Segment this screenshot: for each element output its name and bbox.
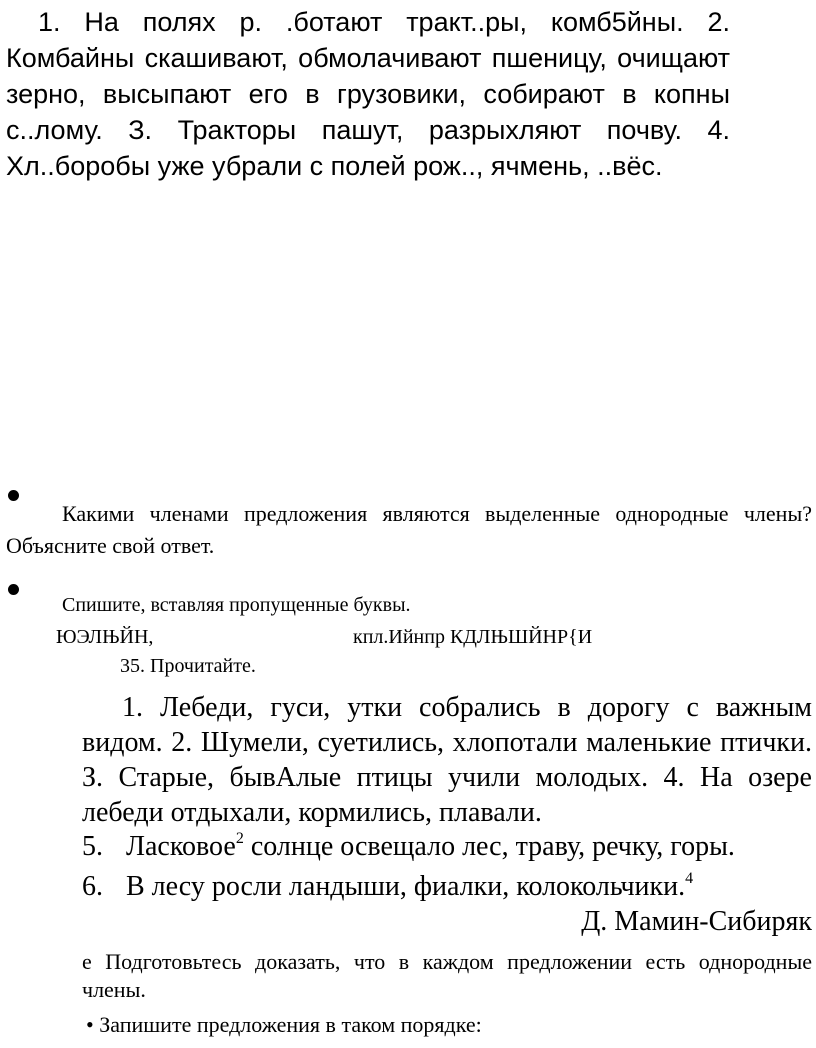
sentence-5 <box>82 830 735 864</box>
sentence-5-word: Ласковое <box>126 831 236 862</box>
bullet-icon <box>8 584 19 595</box>
footnote-2: 2 <box>235 830 244 847</box>
task-2: • Запишите предложения в таком порядке: <box>86 1012 482 1037</box>
sentence-5-rest: солнце освещало лес, траву, речку, горы. <box>243 831 735 862</box>
question-1-text: Какими членами предложения являются выделенные однородные члены? Объясните свой ответ. <box>6 501 812 558</box>
sentence-6-text: В лесу росли ландыши, фиалки, колокольчики. <box>126 871 686 902</box>
sentence-6-number: 6. <box>82 871 103 902</box>
footnote-4: 4 <box>685 870 694 887</box>
exercise-paragraph-text: 1. Лебеди, гуси, утки собрались в дорогу с важным видом. 2. Шумели, суетились, хлопотали маленькие птички. З. Старые, бывАлые птицы учили молодых. 4. На озере лебеди отдыхали, кормились, плавали. <box>82 692 812 828</box>
author: Д. Мамин-Сибиряк <box>581 906 812 937</box>
garbled-text-right: кпл.Ийнпр КДЛЊШЙНР{И <box>353 626 593 648</box>
sentence-5-number: 5. <box>82 831 103 862</box>
question-2: Спишите, вставляя пропущенные буквы. <box>62 594 411 616</box>
exercise-paragraph <box>82 690 812 830</box>
question-1 <box>6 498 812 562</box>
task-1: е Подготовьтесь доказать, что в каждом предложении есть однородные члены. <box>82 949 812 1002</box>
passage-1-text: 1. На полях р. .ботают тракт..ры, комб5йны. 2. Комбайны скашивают, обмолачивают пшеницу, очищают зерно, высыпают его в грузовики, собирают в копны с..лому. З. Тракторы пашут, разрыхляют почву. 4. Хл..боробы уже убрали с полей рож.., ячмень, ..вёс. <box>6 7 730 181</box>
garbled-text-left: ЮЭЛЊЙН, <box>56 626 154 648</box>
sentence-6 <box>82 870 693 904</box>
exercise-heading: 35. Прочитайте. <box>120 655 256 677</box>
passage-1 <box>6 4 730 184</box>
